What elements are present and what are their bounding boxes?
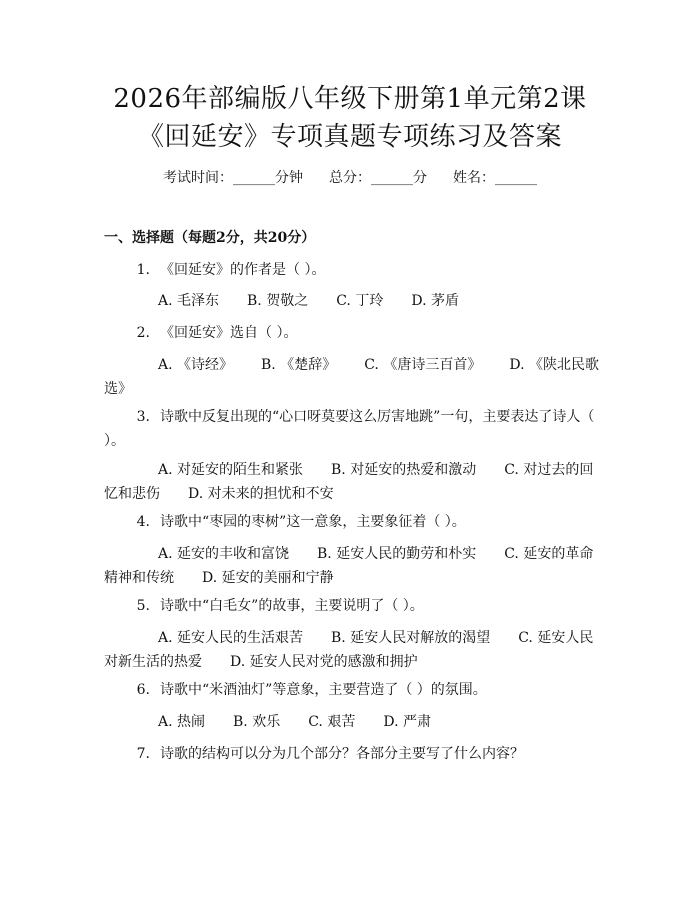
- question-text: 《回延安》选自（ ）。: [160, 325, 298, 341]
- option-d: D. 对未来的担忧和不安: [188, 486, 334, 502]
- question-5-options: [104, 626, 604, 674]
- question-6: [104, 678, 604, 702]
- question-text: 诗歌中“枣园的枣树”这一意象，主要象征着（ ）。: [160, 514, 466, 530]
- question-4-options: [104, 542, 604, 590]
- document-title-line-1: 2026年部编版八年级下册第1单元第2课: [113, 84, 587, 114]
- option-c: C. 艰苦: [308, 714, 356, 730]
- question-number: 3.: [136, 409, 150, 425]
- question-text: 《回延安》的作者是（ ）。: [160, 262, 326, 278]
- option-d: D. 延安的美丽和宁静: [202, 570, 334, 586]
- question-1-options: [104, 289, 604, 313]
- section-heading-multiple-choice: 一、选择题（每题2分，共20分）: [104, 230, 316, 246]
- option-c: C. 延安人民对新生活的热爱: [104, 630, 594, 670]
- option-a: A. 《诗经》: [158, 357, 234, 373]
- question-2: [104, 321, 604, 345]
- question-6-options: [104, 710, 604, 734]
- option-d: D. 严肃: [383, 714, 431, 730]
- question-5: [104, 594, 604, 618]
- question-number: 5.: [136, 598, 150, 614]
- option-b: B. 延安人民的勤劳和朴实: [317, 546, 477, 562]
- question-text: 诗歌的结构可以分为几个部分？各部分主要写了什么内容？: [160, 746, 524, 762]
- document-title-line-2: 《回延安》专项真题专项练习及答案: [137, 122, 562, 152]
- question-3: [104, 405, 604, 453]
- question-number: 2.: [136, 325, 150, 341]
- total-score-label: 总分：______分: [329, 170, 427, 186]
- option-b: B. 《楚辞》: [261, 357, 337, 373]
- question-4: [104, 510, 604, 534]
- option-a: A. 延安的丰收和富饶: [158, 546, 290, 562]
- option-b: B. 欢乐: [233, 714, 281, 730]
- question-number: 7.: [136, 746, 150, 762]
- option-a: A. 延安人民的生活艰苦: [158, 630, 304, 646]
- question-text: 诗歌中“白毛女”的故事，主要说明了（ ）。: [160, 598, 424, 614]
- option-b: B. 对延安的热爱和激动: [331, 462, 477, 478]
- question-text: 诗歌中反复出现的“心口呀莫要这么厉害地跳”一句，主要表达了诗人（ ）。: [104, 409, 595, 449]
- option-a: A. 毛泽东: [158, 293, 220, 309]
- option-d: D. 延安人民对党的感激和拥护: [230, 654, 418, 670]
- option-c: C. 对过去的回忆和悲伤: [104, 462, 594, 502]
- option-a: A. 对延安的陌生和紧张: [158, 462, 304, 478]
- question-3-options: [104, 458, 604, 506]
- option-c: C. 延安的革命精神和传统: [104, 546, 594, 586]
- option-b: B. 贺敬之: [247, 293, 309, 309]
- question-number: 1.: [136, 262, 150, 278]
- question-text: 诗歌中“米酒油灯”等意象，主要营造了（ ）的氛围。: [160, 682, 487, 698]
- option-b: B. 延安人民对解放的渴望: [331, 630, 491, 646]
- option-d: D. 茅盾: [411, 293, 459, 309]
- option-c: C. 丁玲: [336, 293, 384, 309]
- student-name-label: 姓名：______: [453, 170, 537, 186]
- question-number: 4.: [136, 514, 150, 530]
- option-d: D. 《陕北民歌选》: [104, 357, 599, 397]
- exam-meta-line: [0, 168, 700, 188]
- question-number: 6.: [136, 682, 150, 698]
- exam-time-label: 考试时间：______分钟: [163, 170, 303, 186]
- question-7: [104, 742, 604, 766]
- option-c: C. 《唐诗三百首》: [364, 357, 482, 373]
- option-a: A. 热闹: [158, 714, 206, 730]
- question-2-options: [104, 353, 604, 401]
- question-1: [104, 258, 604, 282]
